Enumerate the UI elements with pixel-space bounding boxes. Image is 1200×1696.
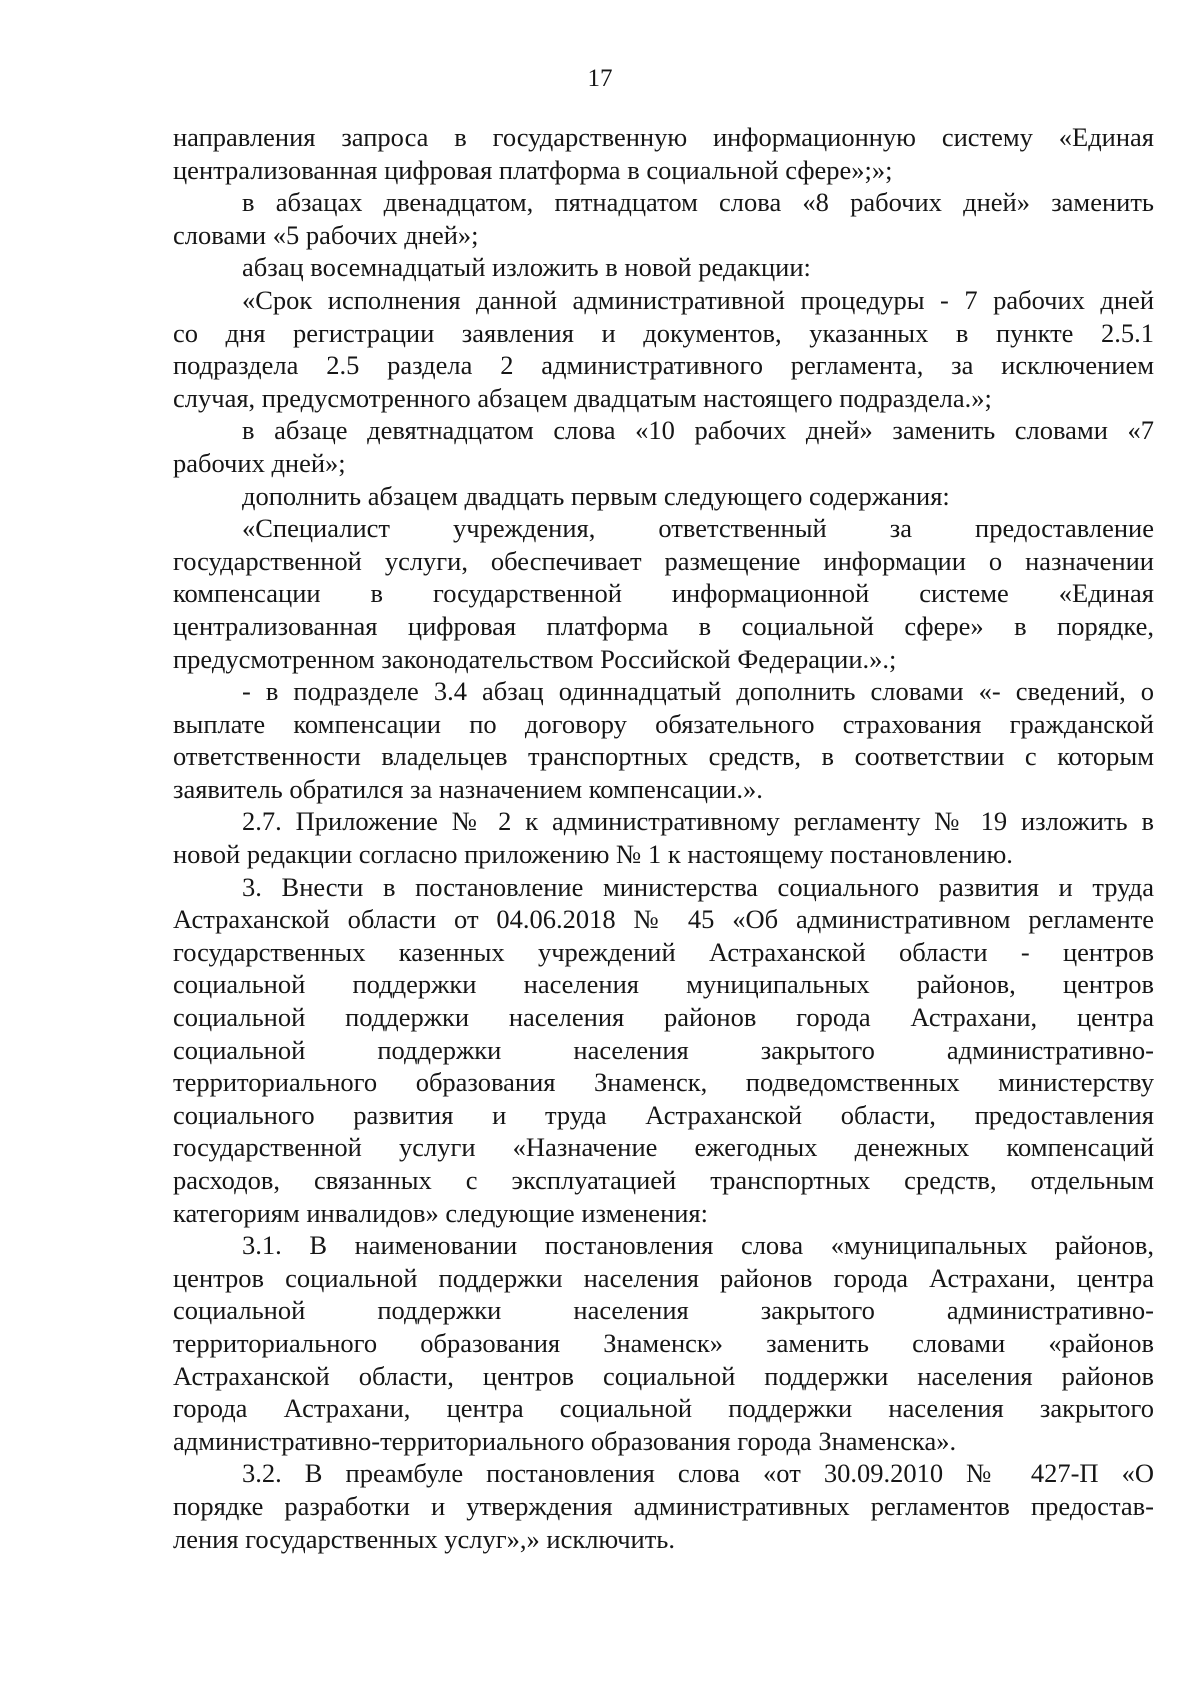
text-line: ления государственных услуг»,» исключить.: [173, 1523, 676, 1554]
text-line: случая, предусмотренного абзацем двадцатым настоящего подраздела.»;: [173, 382, 992, 413]
text-line: центров социальной поддержки населения районов города Астрахани, центра: [173, 1262, 1154, 1293]
text-line: со дня регистрации заявления и документов, указанных в пункте 2.5.1: [173, 317, 1154, 348]
text-line: выплате компенсации по договору обязательного страхования гражданской: [173, 708, 1154, 739]
text-line: социальной поддержки населения закрытого административно-: [173, 1295, 1154, 1326]
text-line: социального развития и труда Астраханской области, предоставления: [173, 1099, 1154, 1130]
text-line: предусмотренном законодательством Российской Федерации.».;: [173, 643, 897, 674]
text-line: Астраханской области от 04.06.2018 № 45 «Об административном регламенте: [173, 904, 1154, 935]
text-line: территориального образования Знаменск, подведомственных министерству: [173, 1067, 1154, 1098]
text-line: государственных казенных учреждений Астраханской области - центров: [173, 936, 1154, 967]
text-line: категориям инвалидов» следующие изменения:: [173, 1197, 708, 1228]
text-line: компенсации в государственной информационной системе «Единая: [173, 578, 1154, 609]
text-line: централизованная цифровая платформа в социальной сфере»;»;: [173, 154, 893, 185]
text-line: территориального образования Знаменск» заменить словами «районов: [173, 1327, 1154, 1358]
text-line: 3.2. В преамбуле постановления слова «от 30.09.2010 № 427-П «О: [242, 1458, 1154, 1489]
text-line: города Астрахани, центра социальной поддержки населения закрытого: [173, 1393, 1154, 1424]
page-number: 17: [587, 65, 613, 92]
text-line: социальной поддержки населения муниципальных районов, центров: [173, 969, 1154, 1000]
text-line: рабочих дней»;: [173, 447, 346, 478]
text-line: дополнить абзацем двадцать первым следующего содержания:: [242, 480, 950, 511]
text-line: «Специалист учреждения, ответственный за предоставление: [242, 513, 1154, 544]
text-line: заявитель обратился за назначением компенсации.».: [173, 773, 763, 804]
text-line: государственной услуги «Назначение ежегодных денежных компенсаций: [173, 1132, 1154, 1163]
text-line: централизованная цифровая платформа в социальной сфере» в порядке,: [173, 610, 1154, 641]
text-line: социальной поддержки населения закрытого административно-: [173, 1034, 1154, 1065]
text-line: 3. Внести в постановление министерства социального развития и труда: [242, 871, 1154, 902]
text-line: в абзаце девятнадцатом слова «10 рабочих дней» заменить словами «7: [242, 415, 1154, 446]
text-line: - в подразделе 3.4 абзац одиннадцатый дополнить словами «- сведений, о: [242, 676, 1154, 707]
document-body: [173, 121, 1154, 1555]
text-line: направления запроса в государственную информационную систему «Единая: [173, 122, 1154, 152]
text-line: административно-территориального образования города Знаменска».: [173, 1425, 957, 1456]
text-line: ответственности владельцев транспортных средств, в соответствии с которым: [173, 741, 1154, 772]
text-line: расходов, связанных с эксплуатацией транспортных средств, отдельным: [173, 1165, 1154, 1195]
text-line: 3.1. В наименовании постановления слова «муниципальных районов,: [242, 1230, 1154, 1261]
text-line: в абзацах двенадцатом, пятнадцатом слова «8 рабочих дней» заменить: [242, 187, 1154, 218]
text-line: «Срок исполнения данной административной процедуры - 7 рабочих дней: [242, 284, 1154, 315]
text-line: порядке разработки и утверждения административных регламентов предостав-: [173, 1490, 1154, 1521]
text-line: словами «5 рабочих дней»;: [173, 219, 479, 250]
text-line: государственной услуги, обеспечивает размещение информации о назначении: [173, 545, 1154, 576]
text-line: социальной поддержки населения районов города Астрахани, центра: [173, 1002, 1154, 1033]
text-line: Астраханской области, центров социальной поддержки населения районов: [173, 1360, 1154, 1391]
text-line: новой редакции согласно приложению № 1 к настоящему постановлению.: [173, 839, 1013, 870]
text-line: подраздела 2.5 раздела 2 административного регламента, за исключением: [173, 350, 1154, 381]
text-line: абзац восемнадцатый изложить в новой редакции:: [242, 252, 811, 283]
text-line: 2.7. Приложение № 2 к административному регламенту № 19 изложить в: [242, 806, 1154, 837]
